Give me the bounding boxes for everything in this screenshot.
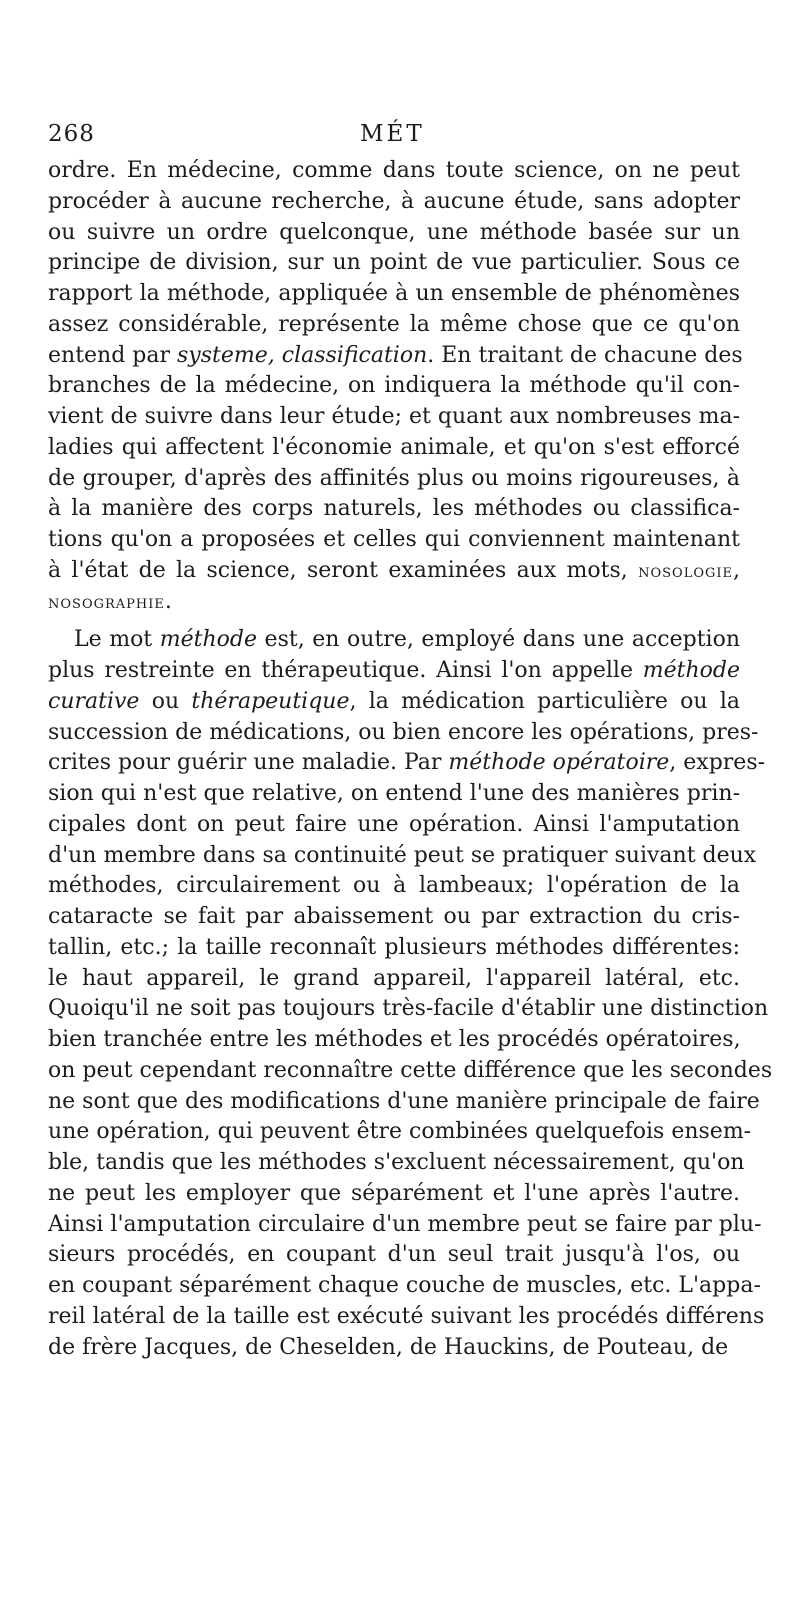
text-line — [48, 1271, 761, 1302]
text-run: plus restreinte en thérapeutique. Ainsi l'on appelle — [48, 658, 643, 683]
italic-text: méthode — [642, 658, 740, 683]
text-run: sion qui n'est que relative, on entend l'une des manières prin- — [48, 781, 740, 806]
text-run: une opération, qui peuvent être combinées quelquefois ensem- — [48, 1119, 752, 1145]
text-line — [48, 871, 740, 902]
text-line — [48, 1179, 740, 1210]
text-run: . En traitant de chacune des — [427, 342, 743, 368]
text-run: . — [164, 588, 172, 614]
text-line — [48, 1117, 752, 1148]
text-run: Ainsi l'amputation circulaire d'un membre peut se faire par plu- — [48, 1211, 762, 1237]
text-line — [48, 1210, 762, 1241]
page-header — [48, 121, 738, 155]
text-line — [48, 748, 766, 779]
text-line — [48, 964, 740, 995]
text-line — [48, 187, 740, 218]
italic-text: méthode opératoire — [448, 750, 670, 776]
text-run: ou — [139, 688, 192, 714]
text-run: sieurs procédés, en coupant d'un seul trait jusqu'à l'os, ou — [48, 1242, 740, 1268]
text-run: , expres- — [669, 750, 766, 776]
text-line — [48, 779, 740, 810]
text-run: tions qu'on a proposées et celles qui conviennent maintenant — [48, 527, 740, 552]
text-line — [48, 1087, 760, 1118]
text-run: rapport la méthode, appliquée à un ensemble de phénomènes — [48, 281, 740, 306]
paragraph — [48, 156, 743, 617]
text-run: succession de médications, ou bien encore les opérations, pres- — [48, 719, 759, 745]
paragraph-gap — [48, 617, 740, 625]
paragraph — [48, 625, 773, 1363]
text-run: procéder à aucune recherche, à aucune étude, sans adopter — [48, 188, 740, 214]
text-line — [48, 1240, 740, 1271]
text-run: cataracte se fait par abaissement ou par extraction du cris- — [48, 904, 740, 929]
text-line — [48, 1025, 740, 1056]
text-run: ble, tandis que les méthodes s'excluent nécessairement, qu'on — [48, 1150, 745, 1175]
text-run: cipales dont on peut faire une opération. Ainsi l'amputation — [48, 811, 740, 837]
text-run: de grouper, d'après des affinités plus ou moins rigoureuses, à — [48, 465, 740, 491]
text-line — [48, 556, 740, 587]
text-run: ordre. En médecine, comme dans toute science, on ne peut — [48, 158, 740, 183]
text-run: le haut appareil, le grand appareil, l'appareil latéral, etc. — [48, 965, 740, 991]
text-line — [48, 248, 740, 279]
smallcaps-text: nosologie — [638, 559, 733, 582]
text-line — [48, 494, 740, 525]
italic-text: thérapeutique — [191, 688, 350, 714]
text-line — [48, 656, 740, 687]
italic-text: curative — [48, 688, 140, 714]
text-run: , — [733, 557, 740, 583]
text-line — [48, 687, 740, 718]
text-run: ne peut les employer que séparément et l'une après l'autre. — [48, 1180, 740, 1206]
text-run: ne sont que des modifications d'une manière principale de faire — [48, 1088, 760, 1114]
text-run: à l'état de la science, seront examinées aux mots, — [48, 557, 639, 583]
text-line — [48, 587, 740, 618]
text-run: d'un membre dans sa continuité peut se pratiquer suivant deux — [48, 842, 757, 868]
text-run: entend par — [48, 342, 178, 368]
italic-text: systeme, classification — [177, 342, 428, 368]
text-run: crites pour guérir une maladie. Par — [48, 750, 449, 776]
text-line — [48, 810, 740, 841]
text-run: branches de la médecine, on indiquera la méthode qu'il con- — [48, 373, 740, 399]
text-line — [48, 1148, 745, 1179]
text-run: Quoiqu'il ne soit pas toujours très-facile d'établir une distinction — [48, 996, 769, 1022]
text-run: ou suivre un ordre quelconque, une méthode basée sur un — [48, 219, 740, 245]
text-line — [48, 625, 740, 656]
text-run: on peut cependant reconnaître cette différence que les secondes — [48, 1057, 773, 1083]
text-line — [48, 310, 740, 341]
text-run: à la manière des corps naturels, les méthodes ou classifica- — [48, 496, 740, 522]
text-run: assez considérable, représente la même chose que ce qu'on — [48, 311, 740, 337]
text-line — [48, 464, 740, 495]
text-run: tallin, etc.; la taille reconnaît plusieurs méthodes différentes: — [48, 934, 740, 960]
text-line — [48, 902, 740, 933]
running-head: MÉT — [360, 121, 425, 147]
text-run: , la médication particulière ou la — [349, 688, 740, 714]
text-run: ladies qui affectent l'économie animale, et qu'on s'est efforcé — [48, 434, 740, 460]
text-run: de frère Jacques, de Cheselden, de Hauckins, de Pouteau, de — [48, 1334, 729, 1360]
text-line — [48, 433, 740, 464]
body-text — [48, 156, 773, 1363]
text-line — [48, 371, 740, 402]
text-line — [48, 525, 740, 556]
text-line — [48, 279, 740, 310]
text-line — [48, 218, 740, 249]
text-run: vient de suivre dans leur étude; et quant aux nombreuses ma- — [48, 404, 740, 429]
text-line — [48, 1333, 740, 1364]
text-line — [48, 341, 743, 372]
text-run: bien tranchée entre les méthodes et les procédés opératoires, — [48, 1027, 741, 1052]
text-run: en coupant séparément chaque couche de muscles, etc. L'appa- — [48, 1273, 761, 1298]
text-line — [48, 402, 740, 433]
text-line — [48, 1302, 765, 1333]
text-line — [48, 718, 759, 749]
text-run: Le mot — [74, 627, 160, 653]
text-run: principe de division, sur un point de vue particulier. Sous ce — [48, 250, 740, 276]
smallcaps-text: nosographie — [48, 590, 165, 613]
text-run: est, en outre, employé dans une acception — [256, 627, 740, 653]
text-line — [48, 156, 740, 187]
page-number: 268 — [48, 121, 95, 147]
text-run: méthodes, circulairement ou à lambeaux; l'opération de la — [48, 873, 740, 899]
text-line — [48, 841, 757, 872]
italic-text: méthode — [159, 627, 257, 653]
text-run: reil latéral de la taille est exécuté suivant les procédés différens — [48, 1303, 765, 1329]
text-line — [48, 1056, 773, 1087]
text-line — [48, 994, 769, 1025]
text-line — [48, 933, 740, 964]
